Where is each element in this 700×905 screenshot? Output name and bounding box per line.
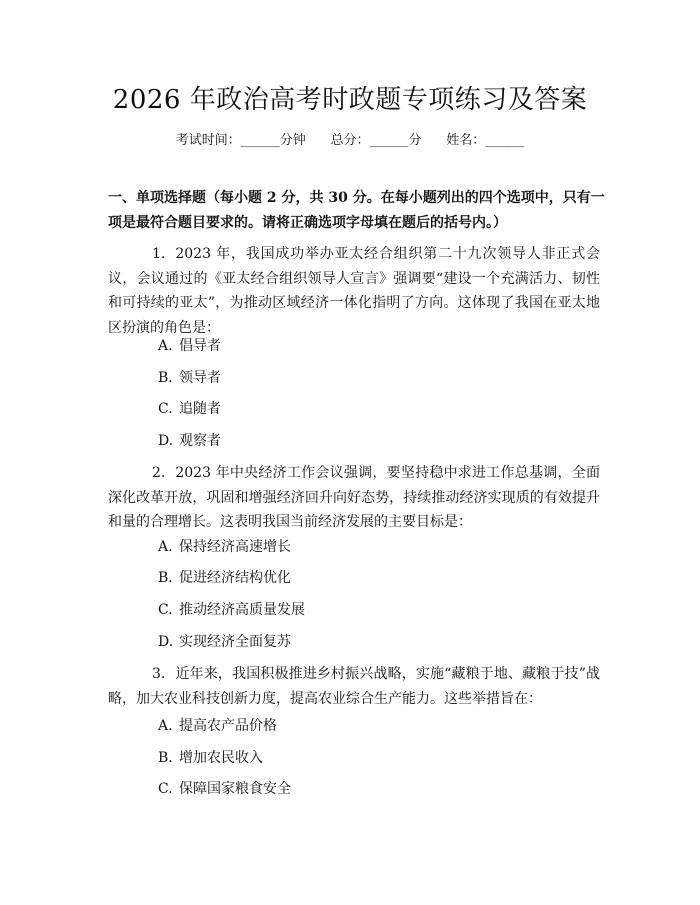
option-letter: C. <box>158 602 173 618</box>
question-1-number: 1. <box>152 246 166 262</box>
option-text: 保持经济高速增长 <box>179 539 291 555</box>
question-1 <box>108 242 600 340</box>
question-2-text: 2023 年中央经济工作会议强调，要坚持稳中求进工作总基调，全面深化改革开放，巩固和增强经济回升向好态势，持续推动经济实现质的有效提升和量的合理增长。这表明我国当前经济发展的主要目标是： <box>108 465 600 530</box>
option-letter: B. <box>158 750 173 766</box>
question-2 <box>108 461 600 535</box>
option-text: 促进经济结构优化 <box>179 570 291 586</box>
exam-info-line: 考试时间：______分钟 总分：______分 姓名：______ <box>175 133 525 148</box>
option-letter: A. <box>158 718 173 734</box>
question-3-option-b <box>158 748 263 768</box>
question-1-option-c <box>158 399 221 419</box>
question-3-option-a <box>158 716 277 736</box>
question-1-text: 2023 年，我国成功举办亚太经合组织第二十九次领导人非正式会议，会议通过的《亚太经合组织领导人宣言》强调要“建设一个充满活力、韧性和可持续的亚太”，为推动区域经济一体化指明了方向。这体现了我国在亚太地区扮演的角色是： <box>108 246 600 336</box>
question-1-option-a <box>158 336 221 356</box>
question-2-option-d <box>158 632 291 652</box>
question-3-option-c <box>158 779 291 799</box>
option-text: 推动经济高质量发展 <box>179 602 305 618</box>
question-3-number: 3. <box>152 666 166 682</box>
option-letter: A. <box>158 539 173 555</box>
option-letter: B. <box>158 570 173 586</box>
question-3 <box>108 662 600 711</box>
document-title: 2026 年政治高考时政题专项练习及答案 <box>112 85 588 115</box>
option-letter: D. <box>158 634 174 650</box>
option-letter: D. <box>158 433 174 449</box>
question-1-option-d <box>158 431 221 451</box>
question-2-option-a <box>158 537 291 557</box>
question-2-option-c <box>158 600 305 620</box>
question-2-number: 2. <box>152 465 166 481</box>
option-letter: B. <box>158 370 173 386</box>
option-letter: C. <box>158 781 173 797</box>
option-text: 保障国家粮食安全 <box>179 781 291 797</box>
question-3-text: 近年来，我国积极推进乡村振兴战略，实施“藏粮于地、藏粮于技”战略，加大农业科技创新力度，提高农业综合生产能力。这些举措旨在： <box>108 666 600 707</box>
question-2-option-b <box>158 568 291 588</box>
option-text: 倡导者 <box>179 338 221 354</box>
option-text: 增加农民收入 <box>179 750 263 766</box>
option-text: 领导者 <box>179 370 221 386</box>
option-text: 实现经济全面复苏 <box>179 634 291 650</box>
option-letter: A. <box>158 338 173 354</box>
option-text: 提高农产品价格 <box>179 718 277 734</box>
question-1-option-b <box>158 368 221 388</box>
option-letter: C. <box>158 401 173 417</box>
section-heading: 一、单项选择题（每小题 2 分，共 30 分。在每小题列出的四个选项中，只有一项是最符合题目要求的。请将正确选项字母填在题后的括号内。） <box>108 190 605 231</box>
option-text: 观察者 <box>179 433 221 449</box>
option-text: 追随者 <box>179 401 221 417</box>
